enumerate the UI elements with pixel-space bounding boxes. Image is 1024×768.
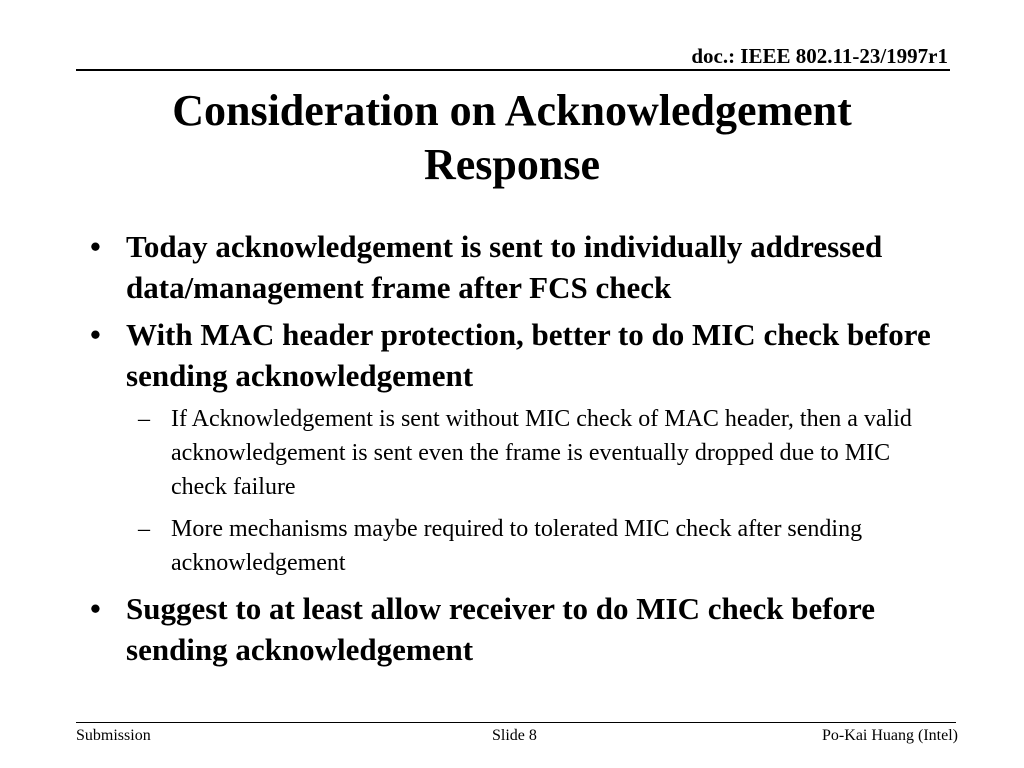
sub-bullet-text: If Acknowledgement is sent without MIC check of MAC header, then a valid acknowledgement is sent even the frame is eventually dropped due to MIC check failure (171, 406, 912, 500)
sub-bullet-item (76, 512, 950, 580)
bullet-text: Today acknowledgement is sent to individually addressed data/management frame after FCS check (126, 229, 883, 305)
sub-bullet-marker: – (138, 516, 150, 542)
bullet-text: With MAC header protection, better to do MIC check before sending acknowledgement (126, 317, 931, 393)
document-id: doc.: IEEE 802.11-23/1997r1 (691, 44, 948, 68)
sub-bullet-marker: – (138, 406, 150, 432)
bullet-item (76, 226, 950, 308)
bullet-item (76, 588, 950, 670)
header-divider (76, 69, 950, 71)
footer-submission-label: Submission (76, 727, 151, 744)
footer-slide-number: Slide 8 (492, 727, 537, 744)
bullet-item (76, 314, 950, 396)
bullet-text: Suggest to at least allow receiver to do MIC check before sending acknowledgement (126, 591, 876, 667)
bullet-marker: • (90, 317, 101, 352)
slide-title-line-1: Consideration on Acknowledgement (172, 86, 852, 135)
footer-author: Po-Kai Huang (Intel) (822, 727, 958, 744)
slide-title-line-2: Response (423, 140, 601, 189)
footer-divider (76, 722, 956, 723)
bullet-marker: • (90, 591, 101, 626)
slide-title (70, 84, 954, 192)
slide-body (76, 226, 950, 676)
sub-bullet-text: More mechanisms maybe required to tolerated MIC check after sending acknowledgement (171, 516, 863, 576)
sub-bullet-item (76, 402, 950, 504)
bullet-marker: • (90, 229, 101, 264)
